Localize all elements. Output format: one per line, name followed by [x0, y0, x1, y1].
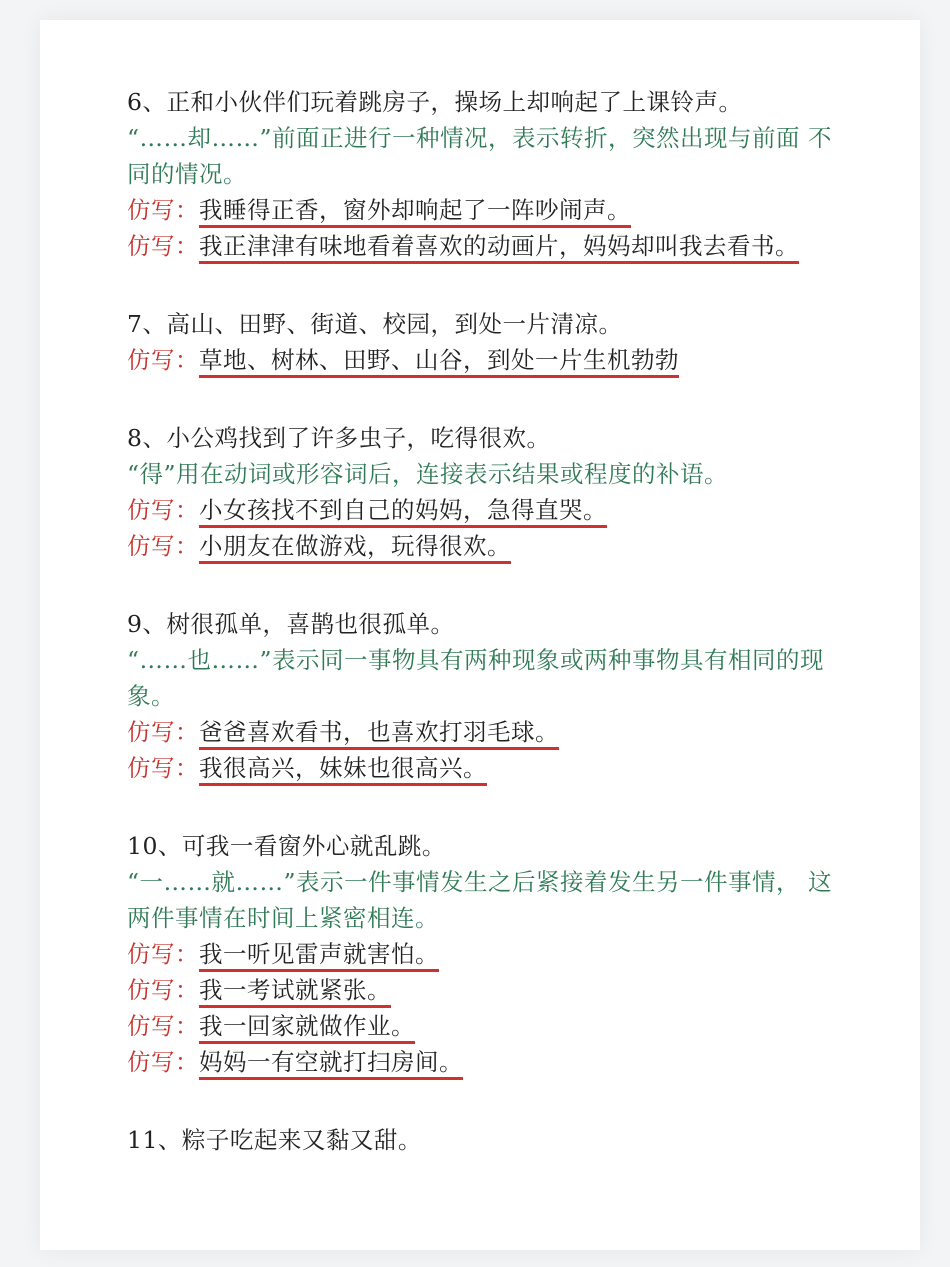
example-text: 我很高兴，妹妹也很高兴。: [199, 754, 487, 782]
example-label: 仿写：: [127, 196, 199, 224]
example-text: 爸爸喜欢看书，也喜欢打羽毛球。: [199, 718, 559, 746]
example-9-2: [127, 750, 847, 786]
explanation-8: “得”用在动词或形容词后，连接表示结果或程度的补语。: [127, 460, 729, 488]
example-text: 小朋友在做游戏，玩得很欢。: [199, 532, 511, 560]
explanation-6: “……却……”前面正进行一种情况，表示转折，突然出现与前面 不同的情况。: [127, 124, 832, 188]
example-label: 仿写：: [127, 718, 199, 746]
example-label: 仿写：: [127, 496, 199, 524]
example-8-1: [127, 492, 847, 528]
example-10-1: [127, 936, 847, 972]
question-11: 11、粽子吃起来又黏又甜。: [127, 1126, 422, 1154]
example-6-2: [127, 228, 847, 264]
example-label: 仿写：: [127, 232, 199, 260]
example-label: 仿写：: [127, 532, 199, 560]
section-9: [127, 606, 847, 786]
example-10-2: [127, 972, 847, 1008]
section-7: [127, 306, 847, 378]
example-label: 仿写：: [127, 1012, 199, 1040]
example-text: 妈妈一有空就打扫房间。: [199, 1048, 463, 1076]
question-9: 9、树很孤单，喜鹊也很孤单。: [127, 610, 455, 638]
example-label: 仿写：: [127, 754, 199, 782]
example-text: 我一考试就紧张。: [199, 976, 391, 1004]
example-9-1: [127, 714, 847, 750]
explanation-10: “一……就……”表示一件事情发生之后紧接着发生另一件事情， 这两件事情在时间上紧密相连。: [127, 868, 832, 932]
example-label: 仿写：: [127, 346, 199, 374]
example-text: 我正津津有味地看着喜欢的动画片，妈妈却叫我去看书。: [199, 232, 799, 260]
section-11: [127, 1122, 847, 1158]
example-10-4: [127, 1044, 847, 1080]
section-8: [127, 420, 847, 564]
example-6-1: [127, 192, 847, 228]
question-7: 7、高山、田野、街道、校园，到处一片清凉。: [127, 310, 623, 338]
question-8: 8、小公鸡找到了许多虫子，吃得很欢。: [127, 424, 551, 452]
explanation-9: “……也……”表示同一事物具有两种现象或两种事物具有相同的现象。: [127, 646, 825, 710]
example-label: 仿写：: [127, 976, 199, 1004]
example-label: 仿写：: [127, 1048, 199, 1076]
section-10: [127, 828, 847, 1080]
section-6: [127, 84, 847, 264]
example-7-1: [127, 342, 847, 378]
example-10-3: [127, 1008, 847, 1044]
example-label: 仿写：: [127, 940, 199, 968]
example-text: 我睡得正香，窗外却响起了一阵吵闹声。: [199, 196, 631, 224]
document-content: [127, 84, 847, 1200]
question-6: 6、正和小伙伴们玩着跳房子，操场上却响起了上课铃声。: [127, 88, 743, 116]
example-text: 小女孩找不到自己的妈妈，急得直哭。: [199, 496, 607, 524]
example-text: 草地、树林、田野、山谷，到处一片生机勃勃: [199, 346, 679, 374]
example-8-2: [127, 528, 847, 564]
example-text: 我一回家就做作业。: [199, 1012, 415, 1040]
question-10: 10、可我一看窗外心就乱跳。: [127, 832, 446, 860]
example-text: 我一听见雷声就害怕。: [199, 940, 439, 968]
